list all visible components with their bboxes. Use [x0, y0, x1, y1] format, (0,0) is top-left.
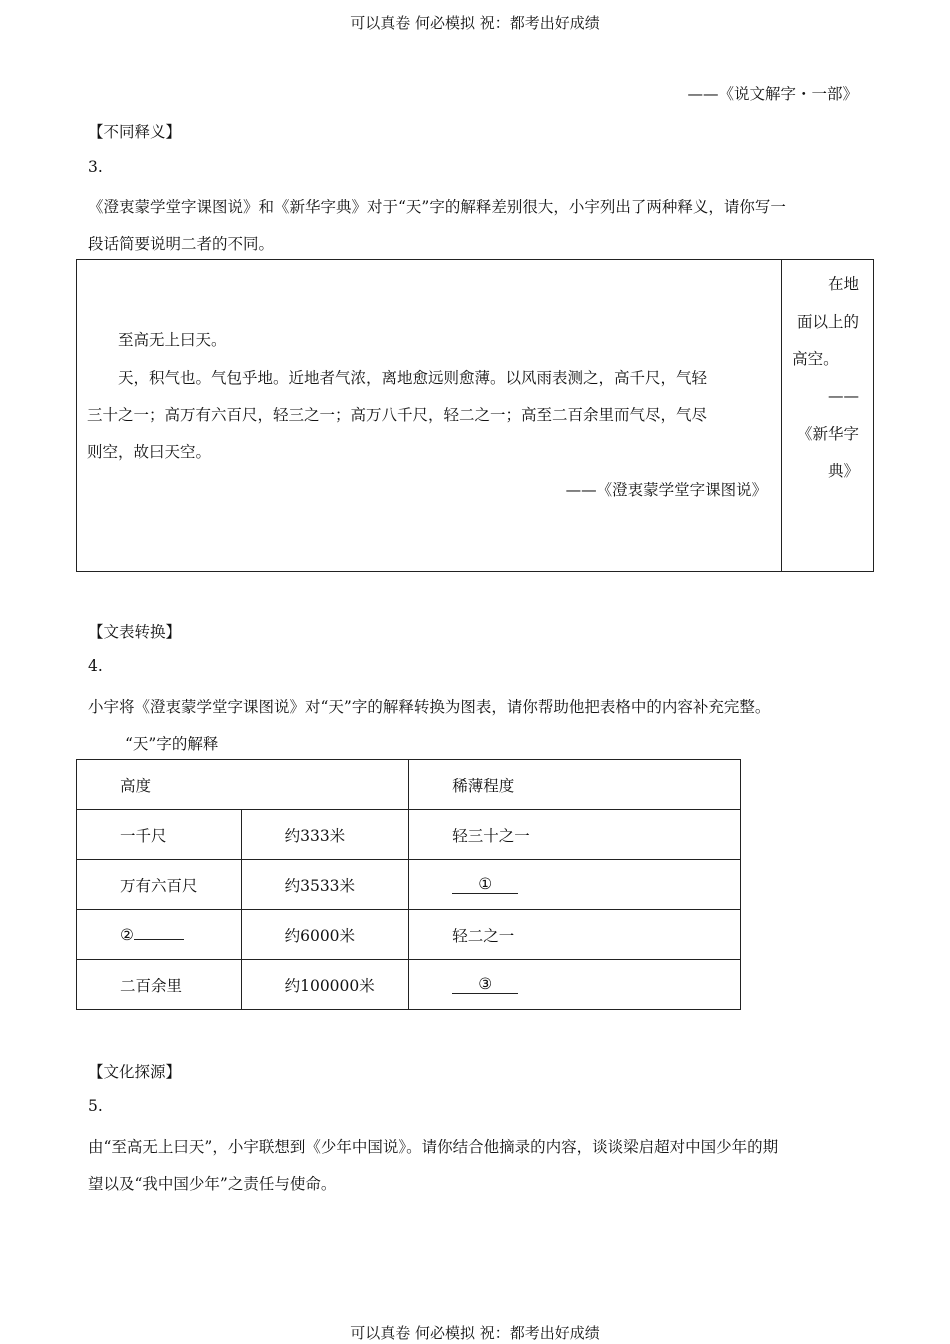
xinhua-line: 高空。: [792, 350, 839, 368]
definition-source: ——《澄衷蒙学堂字课图说》: [565, 481, 768, 499]
cell-meters: 约3533米: [241, 860, 409, 910]
question-number-4: 4.: [88, 657, 103, 675]
question-5-text-line1: 由“至高无上曰天”，小宇联想到《少年中国说》。请你结合他摘录的内容，谈谈梁启超对中国少年的期: [88, 1138, 779, 1156]
definition-line: 天，积气也。气包乎地。近地者气浓，离地愈远则愈薄。以风雨表测之，高千尺，气轻: [118, 369, 708, 387]
section-title-text-table-conversion: 【文表转换】: [88, 623, 182, 641]
answer-blank-2[interactable]: [134, 925, 184, 940]
section-title-cultural-origins: 【文化探源】: [88, 1063, 182, 1081]
xinhua-line: 典》: [827, 462, 859, 480]
question-number-5: 5.: [88, 1097, 103, 1115]
table-row: [77, 860, 741, 910]
question-3-text-line2: 段话简要说明二者的不同。: [88, 235, 275, 253]
question-3-text-line1: 《澄衷蒙学堂字课图说》和《新华字典》对于“天”字的解释差别很大，小宇列出了两种释义，请你写一: [88, 198, 786, 216]
header-thinness: 稀薄程度: [409, 760, 741, 810]
cell-height: 一千尺: [77, 810, 242, 860]
cell-thinness: [409, 860, 741, 910]
table-row: [77, 960, 741, 1010]
cell-thinness: 轻二之一: [409, 910, 741, 960]
definition-line: 至高无上曰天。: [118, 331, 227, 349]
table-caption: “天”字的解释: [125, 735, 219, 753]
xinhua-definition-cell: [782, 260, 874, 572]
cell-thinness: [409, 960, 741, 1010]
xinhua-line: 《新华字: [796, 425, 859, 443]
xinhua-line: 面以上的: [796, 313, 859, 331]
table-row: [77, 810, 741, 860]
answer-blank-3[interactable]: ③: [452, 975, 518, 994]
cell-meters: 约6000米: [241, 910, 409, 960]
page-footer: 可以真卷 何必模拟 祝：都考出好成绩: [350, 1324, 600, 1342]
cell-height: 万有六百尺: [77, 860, 242, 910]
xinhua-line: 在地: [827, 275, 859, 293]
blank-marker-2: ②: [120, 926, 134, 944]
cell-height: 二百余里: [77, 960, 242, 1010]
cell-meters: 约333米: [241, 810, 409, 860]
definition-line: 则空，故曰天空。: [87, 443, 212, 461]
question-5-text-line2: 望以及“我中国少年”之责任与使命。: [88, 1175, 337, 1193]
xinhua-line: ——: [828, 387, 859, 405]
table-header-row: [77, 760, 741, 810]
comparison-table: [76, 259, 874, 572]
conversion-table: [76, 759, 741, 1010]
question-4-text: 小宇将《澄衷蒙学堂字课图说》对“天”字的解释转换为图表，请你帮助他把表格中的内容补充完整。: [88, 698, 771, 716]
page-header: 可以真卷 何必模拟 祝：都考出好成绩: [350, 14, 600, 32]
answer-blank-1[interactable]: ①: [452, 875, 518, 894]
cell-meters: 约100000米: [241, 960, 409, 1010]
definition-line: 三十之一；高万有六百尺，轻三之一；高万八千尺，轻二之一；高至二百余里而气尽，气尽: [87, 406, 708, 424]
cell-thinness: 轻三十之一: [409, 810, 741, 860]
cengzhong-definition-cell: [77, 260, 782, 572]
section-title-different-meanings: 【不同释义】: [88, 123, 182, 141]
source-citation: ——《说文解字・一部》: [687, 85, 858, 103]
cell-height: [77, 910, 242, 960]
header-height: 高度: [77, 760, 409, 810]
question-number-3: 3.: [88, 158, 103, 176]
table-row: [77, 910, 741, 960]
